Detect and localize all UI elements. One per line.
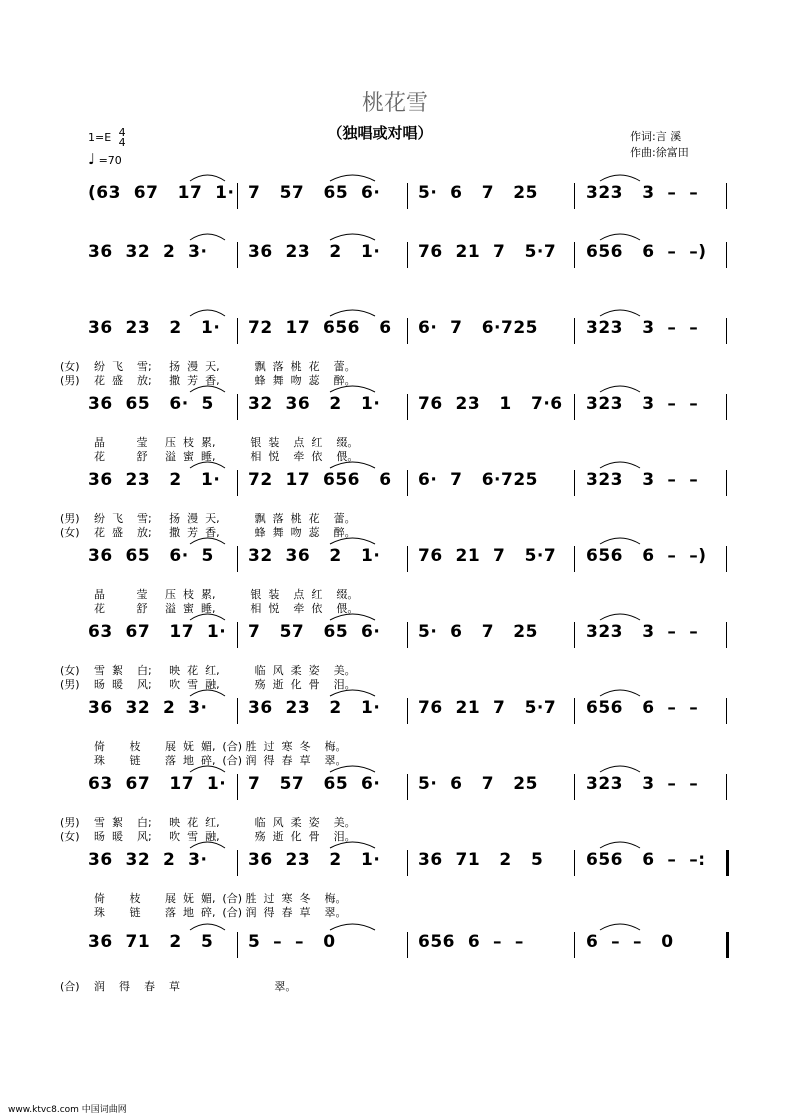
- barline: [726, 774, 727, 800]
- slur: [330, 310, 375, 316]
- barline: [574, 318, 575, 344]
- staff-line: [88, 850, 728, 892]
- measure-notes: (63 67 17 1·: [88, 183, 235, 203]
- key-signature: [88, 128, 126, 148]
- barline: [574, 183, 575, 209]
- measure-notes: 323 3 – –: [586, 318, 699, 338]
- lyric-line: [60, 510, 740, 524]
- lyric-line: [60, 828, 740, 842]
- measure-notes: 6· 7 6·725: [418, 318, 538, 338]
- measure-notes: 36 32 2 3·: [88, 698, 208, 718]
- lyric-text: 润 得 春 草 翠。: [94, 980, 297, 993]
- lyric-line: [60, 978, 740, 992]
- measure-notes: 36 23 2 1·: [88, 470, 221, 490]
- lyric-text: 花 盛 放; 撒 芳 香, 蜂 舞 吻 蕊 醉。: [94, 374, 356, 387]
- measure-notes: 7 57 65 6·: [248, 622, 381, 642]
- lyric-text: 旸 暖 风; 吹 雪 融, 殇 逝 化 骨 泪。: [94, 830, 356, 843]
- measure-notes: 656 6 – –:: [586, 850, 706, 870]
- barline: [407, 183, 408, 209]
- singer-label: (女): [60, 526, 80, 539]
- measure-notes: 76 21 7 5·7: [418, 698, 557, 718]
- lyric-line: [60, 752, 740, 766]
- measure-notes: 656 6 – –: [418, 932, 524, 952]
- measure-notes: 36 23 2 1·: [248, 698, 381, 718]
- slur: [330, 234, 375, 240]
- singer-label: (男): [60, 512, 80, 525]
- lyric-line: [60, 676, 740, 690]
- song-subtitle: （独唱或对唱）: [327, 124, 433, 142]
- slur: [600, 614, 640, 620]
- slur: [600, 766, 640, 772]
- measure-notes: 5 – – 0: [248, 932, 336, 952]
- barline: [574, 774, 575, 800]
- composer-credit: 作曲:徐富田: [630, 146, 689, 159]
- barline: [407, 774, 408, 800]
- barline: [574, 546, 575, 572]
- measure-notes: 5· 6 7 25: [418, 622, 538, 642]
- slur: [190, 310, 225, 316]
- lyric-line: [60, 904, 740, 918]
- measure-notes: 656 6 – –: [586, 698, 699, 718]
- measure-notes: 36 32 2 3·: [88, 850, 208, 870]
- lyric-line: [60, 890, 740, 904]
- barline: [237, 183, 238, 209]
- barline: [726, 242, 727, 268]
- barline: [407, 932, 408, 958]
- barline: [407, 318, 408, 344]
- lyric-text: 珠 链 落 地 碎, (合) 润 得 春 草 翠。: [94, 754, 347, 767]
- barline: [726, 546, 727, 572]
- lyric-line: [60, 372, 740, 386]
- barline: [574, 470, 575, 496]
- lyric-line: [60, 814, 740, 828]
- time-bottom: 4: [118, 136, 126, 149]
- slur: [600, 310, 640, 316]
- slur: [600, 175, 640, 181]
- singer-label: (男): [60, 816, 80, 829]
- slur: [190, 234, 225, 240]
- quarter-note-icon: ♩: [88, 150, 96, 168]
- song-title: 桃花雪: [361, 91, 428, 116]
- lyricist-credit: 作词:言 溪: [630, 130, 682, 143]
- lyric-line: [60, 662, 740, 676]
- measure-notes: 323 3 – –: [586, 470, 699, 490]
- barline: [407, 394, 408, 420]
- lyric-text: 倚 枝 展 妩 媚, (合) 胜 过 寒 冬 梅。: [94, 740, 347, 753]
- barline: [407, 698, 408, 724]
- barline: [726, 850, 729, 876]
- measure-notes: 7 57 65 6·: [248, 774, 381, 794]
- lyric-line: [60, 586, 740, 600]
- measure-notes: 36 32 2 3·: [88, 242, 208, 262]
- measure-notes: 72 17 656 6: [248, 470, 392, 490]
- staff-line: [88, 698, 728, 740]
- measure-notes: 323 3 – –: [586, 394, 699, 414]
- measure-notes: 36 71 2 5: [88, 932, 214, 952]
- slur: [600, 386, 640, 392]
- lyric-text: 纷 飞 雪; 扬 漫 天, 飘 落 桃 花 蕾。: [94, 360, 356, 373]
- barline: [407, 850, 408, 876]
- lyric-line: [60, 738, 740, 752]
- barline: [726, 470, 727, 496]
- measure-notes: 32 36 2 1·: [248, 394, 381, 414]
- barline: [237, 698, 238, 724]
- barline: [726, 698, 727, 724]
- measure-notes: 63 67 17 1·: [88, 622, 227, 642]
- barline: [407, 546, 408, 572]
- barline: [726, 318, 727, 344]
- site-watermark: www.ktvc8.com 中国词曲网: [8, 1105, 127, 1115]
- barline: [407, 470, 408, 496]
- barline: [726, 183, 727, 209]
- slur: [190, 924, 225, 930]
- measure-notes: 323 3 – –: [586, 622, 699, 642]
- barline: [237, 546, 238, 572]
- slur: [600, 690, 640, 696]
- barline: [237, 932, 238, 958]
- singer-label: (男): [60, 678, 80, 691]
- staff-line: [88, 183, 728, 225]
- lyric-text: 花 舒 溢 蜜 睡, 相 悦 牵 依 偎。: [94, 450, 359, 463]
- staff-line: [88, 932, 728, 974]
- barline: [574, 932, 575, 958]
- measure-notes: 36 23 2 1·: [88, 318, 221, 338]
- measure-notes: 76 21 7 5·7: [418, 242, 557, 262]
- barline: [726, 932, 729, 958]
- staff-line: [88, 774, 728, 816]
- barline: [407, 622, 408, 648]
- lyric-text: 旸 暖 风; 吹 雪 融, 殇 逝 化 骨 泪。: [94, 678, 356, 691]
- barline: [574, 698, 575, 724]
- staff-line: [88, 394, 728, 436]
- lyric-text: 晶 莹 压 枝 累, 银 装 点 红 缀。: [94, 588, 359, 601]
- measure-notes: 323 3 – –: [586, 183, 699, 203]
- barline: [574, 850, 575, 876]
- measure-notes: 32 36 2 1·: [248, 546, 381, 566]
- lyric-text: 倚 枝 展 妩 媚, (合) 胜 过 寒 冬 梅。: [94, 892, 347, 905]
- barline: [237, 622, 238, 648]
- measure-notes: 36 23 2 1·: [248, 242, 381, 262]
- barline: [574, 622, 575, 648]
- lyric-line: [60, 434, 740, 448]
- barline: [237, 470, 238, 496]
- staff-line: [88, 242, 728, 284]
- measure-notes: 323 3 – –: [586, 774, 699, 794]
- slur: [330, 924, 375, 930]
- time-signature: [119, 128, 126, 148]
- barline: [726, 394, 727, 420]
- slur: [600, 538, 640, 544]
- measure-notes: 72 17 656 6: [248, 318, 392, 338]
- slur: [330, 175, 375, 181]
- lyric-line: [60, 358, 740, 372]
- lyric-line: [60, 524, 740, 538]
- barline: [237, 318, 238, 344]
- lyric-text: 雪 絮 白; 映 花 红, 临 风 柔 姿 美。: [94, 664, 356, 677]
- barline: [726, 622, 727, 648]
- staff-line: [88, 622, 728, 664]
- measure-notes: 5· 6 7 25: [418, 774, 538, 794]
- tempo-value: =70: [98, 154, 122, 167]
- barline: [237, 394, 238, 420]
- slur: [190, 175, 225, 181]
- barline: [407, 242, 408, 268]
- slur: [600, 924, 640, 930]
- singer-label: (女): [60, 360, 80, 373]
- slur: [600, 234, 640, 240]
- measure-notes: 656 6 – –): [586, 546, 707, 566]
- lyric-text: 花 舒 溢 蜜 睡, 相 悦 牵 依 偎。: [94, 602, 359, 615]
- lyric-text: 珠 链 落 地 碎, (合) 润 得 春 草 翠。: [94, 906, 347, 919]
- time-top: 4: [118, 126, 126, 139]
- measure-notes: 63 67 17 1·: [88, 774, 227, 794]
- measure-notes: 76 21 7 5·7: [418, 546, 557, 566]
- lyric-text: 花 盛 放; 撒 芳 香, 蜂 舞 吻 蕊 醉。: [94, 526, 356, 539]
- barline: [574, 394, 575, 420]
- singer-label: (女): [60, 664, 80, 677]
- measure-notes: 5· 6 7 25: [418, 183, 538, 203]
- measure-notes: 36 65 6· 5: [88, 394, 214, 414]
- singer-label: (男): [60, 374, 80, 387]
- measure-notes: 656 6 – –): [586, 242, 707, 262]
- lyric-line: [60, 600, 740, 614]
- slur: [600, 842, 640, 848]
- tempo-marking: [88, 150, 122, 168]
- singer-label: (女): [60, 830, 80, 843]
- staff-line: [88, 318, 728, 360]
- barline: [237, 242, 238, 268]
- measure-notes: 36 71 2 5: [418, 850, 544, 870]
- staff-line: [88, 546, 728, 588]
- key-label: 1=E: [88, 131, 112, 144]
- lyric-text: 雪 絮 白; 映 花 红, 临 风 柔 姿 美。: [94, 816, 356, 829]
- lyric-line: [60, 448, 740, 462]
- measure-notes: 7 57 65 6·: [248, 183, 381, 203]
- barline: [237, 774, 238, 800]
- measure-notes: 36 65 6· 5: [88, 546, 214, 566]
- measure-notes: 6 – – 0: [586, 932, 674, 952]
- singer-label: (合): [60, 980, 80, 993]
- lyric-text: 晶 莹 压 枝 累, 银 装 点 红 缀。: [94, 436, 359, 449]
- barline: [574, 242, 575, 268]
- measure-notes: 6· 7 6·725: [418, 470, 538, 490]
- measure-notes: 36 23 2 1·: [248, 850, 381, 870]
- barline: [237, 850, 238, 876]
- measure-notes: 76 23 1 7·6: [418, 394, 563, 414]
- lyric-text: 纷 飞 雪; 扬 漫 天, 飘 落 桃 花 蕾。: [94, 512, 356, 525]
- staff-line: [88, 470, 728, 512]
- slur: [600, 462, 640, 468]
